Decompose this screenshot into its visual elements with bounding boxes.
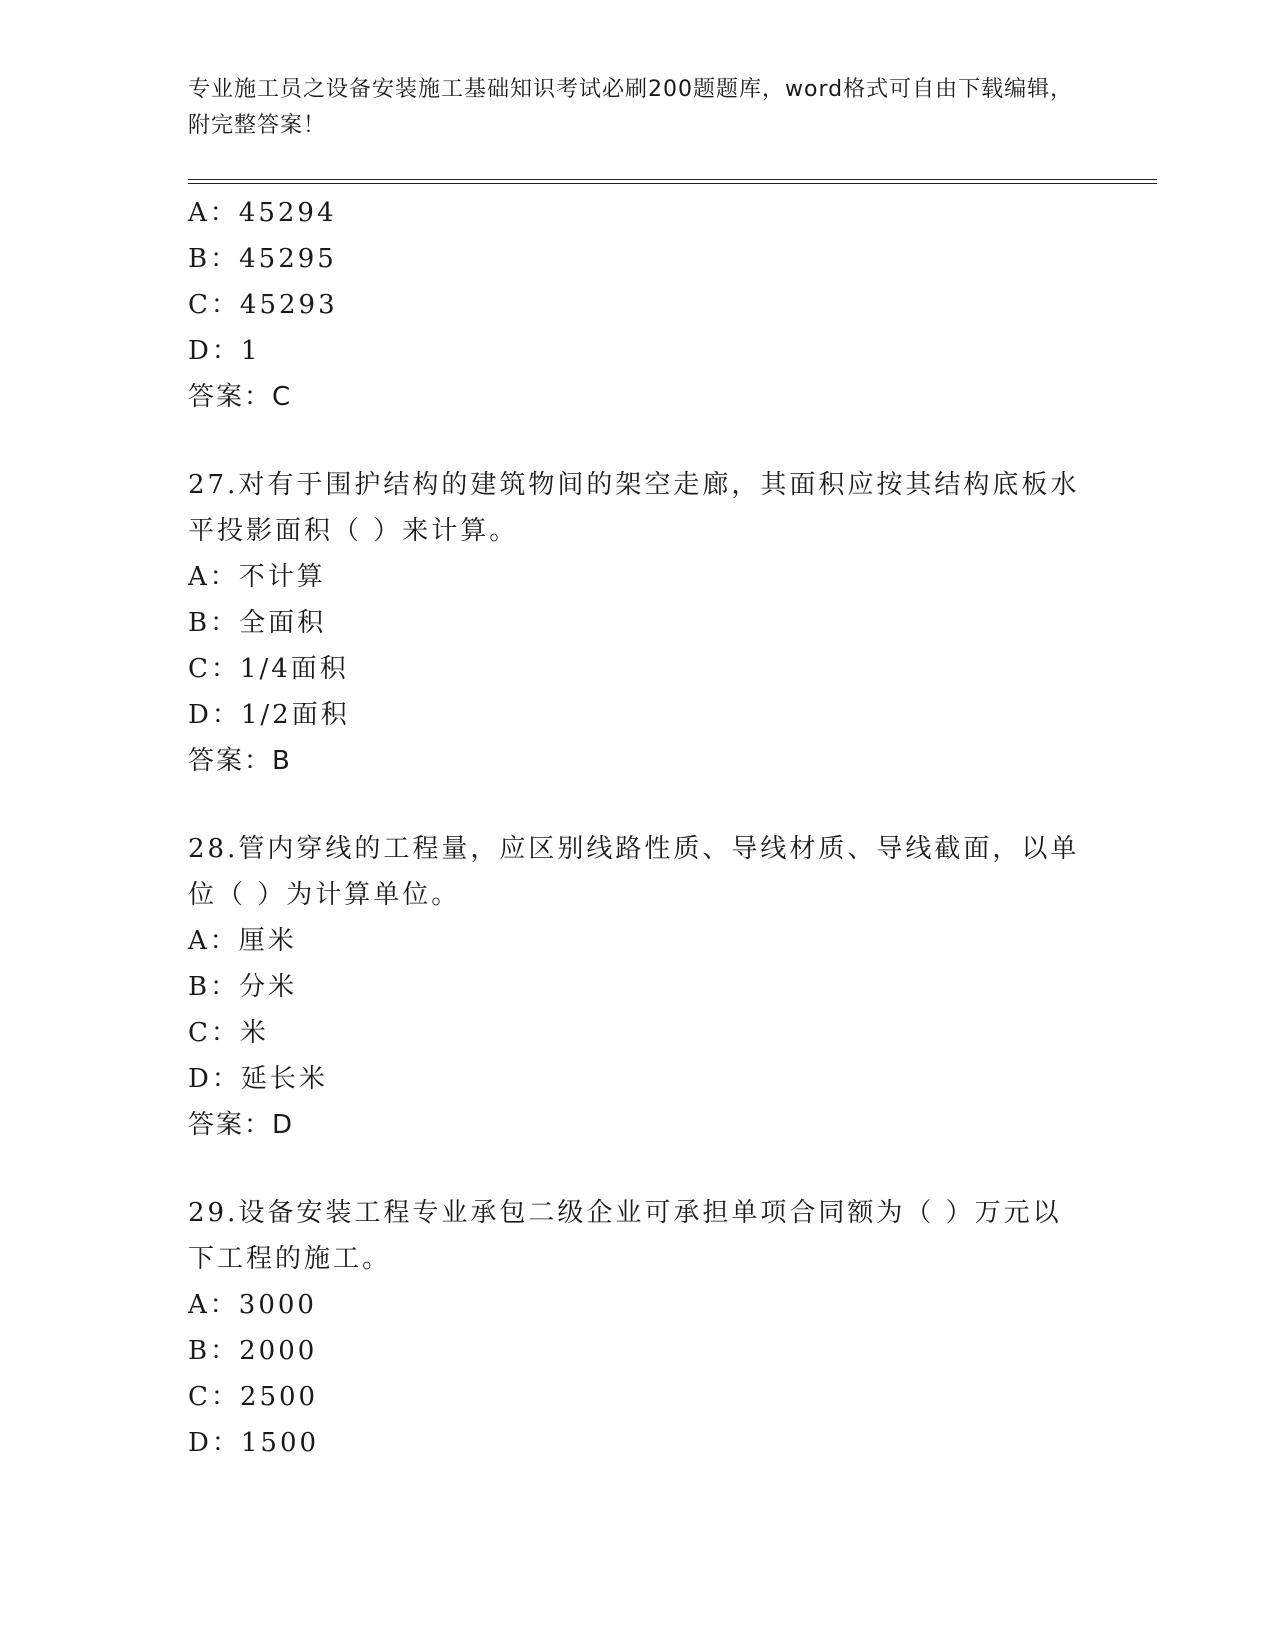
option-label: B：	[188, 972, 240, 1002]
option-text: 1/4面积	[239, 654, 349, 684]
option-d	[188, 1420, 1088, 1466]
option-b	[188, 964, 1088, 1010]
header-divider-second	[188, 183, 1157, 184]
option-c	[188, 282, 1088, 328]
question-block	[188, 190, 1088, 420]
option-a	[188, 190, 1088, 236]
spacer	[188, 784, 1088, 826]
question-block	[188, 462, 1088, 784]
option-label: A：	[188, 198, 239, 228]
question-text: 27.对有于围护结构的建筑物间的架空走廊，其面积应按其结构底板水平投影面积（ ）来计算。	[188, 470, 1080, 546]
option-label: C：	[188, 1382, 240, 1412]
option-text: 1/2面积	[240, 700, 350, 730]
question-text: 29.设备安装工程专业承包二级企业可承担单项合同额为（ ）万元以下工程的施工。	[188, 1198, 1062, 1274]
option-text: 1500	[240, 1428, 320, 1458]
option-b	[188, 1328, 1088, 1374]
option-c	[188, 1010, 1088, 1056]
option-text: 2500	[239, 1382, 319, 1412]
option-text: 2000	[239, 1336, 318, 1366]
option-label: C：	[188, 1018, 240, 1048]
option-text: 不计算	[238, 562, 326, 592]
spacer	[188, 1148, 1088, 1190]
option-text: 45293	[239, 290, 338, 320]
option-b	[188, 236, 1088, 282]
option-label: D：	[188, 700, 241, 730]
option-label: A：	[188, 1290, 239, 1320]
option-a	[188, 554, 1088, 600]
option-c	[188, 646, 1088, 692]
answer-line: 答案：C	[188, 382, 293, 412]
answer-line: 答案：D	[188, 1110, 295, 1140]
option-text: 45295	[239, 244, 337, 274]
option-d	[188, 1056, 1088, 1102]
question-text: 28.管内穿线的工程量，应区别线路性质、导线材质、导线截面，以单位（ ）为计算单位。	[188, 834, 1080, 910]
option-text: 3000	[238, 1290, 317, 1320]
option-text: 分米	[239, 972, 298, 1002]
option-label: D：	[188, 336, 241, 366]
header-divider	[188, 179, 1157, 180]
question-block	[188, 1190, 1088, 1466]
option-label: D：	[188, 1428, 241, 1458]
document-header: 专业施工员之设备安装施工基础知识考试必刷200题题库，word格式可自由下载编辑，附完整答案！	[188, 77, 1074, 138]
answer-line: 答案：B	[188, 746, 292, 776]
option-d	[188, 328, 1088, 374]
option-label: C：	[188, 654, 240, 684]
question-list	[188, 190, 1088, 1466]
option-label: D：	[188, 1064, 241, 1094]
option-text: 延长米	[240, 1064, 328, 1094]
option-text: 1	[240, 336, 261, 366]
option-label: B：	[188, 1336, 240, 1366]
option-d	[188, 692, 1088, 738]
spacer	[188, 420, 1088, 462]
option-label: B：	[188, 244, 240, 274]
option-label: C：	[188, 290, 240, 320]
option-a	[188, 918, 1088, 964]
option-label: A：	[188, 926, 239, 956]
option-b	[188, 600, 1088, 646]
option-text: 米	[239, 1018, 269, 1048]
option-c	[188, 1374, 1088, 1420]
option-text: 厘米	[238, 926, 297, 956]
option-a	[188, 1282, 1088, 1328]
question-block	[188, 826, 1088, 1148]
option-label: B：	[188, 608, 240, 638]
option-text: 45294	[238, 198, 337, 228]
option-text: 全面积	[239, 608, 327, 638]
option-label: A：	[188, 562, 239, 592]
